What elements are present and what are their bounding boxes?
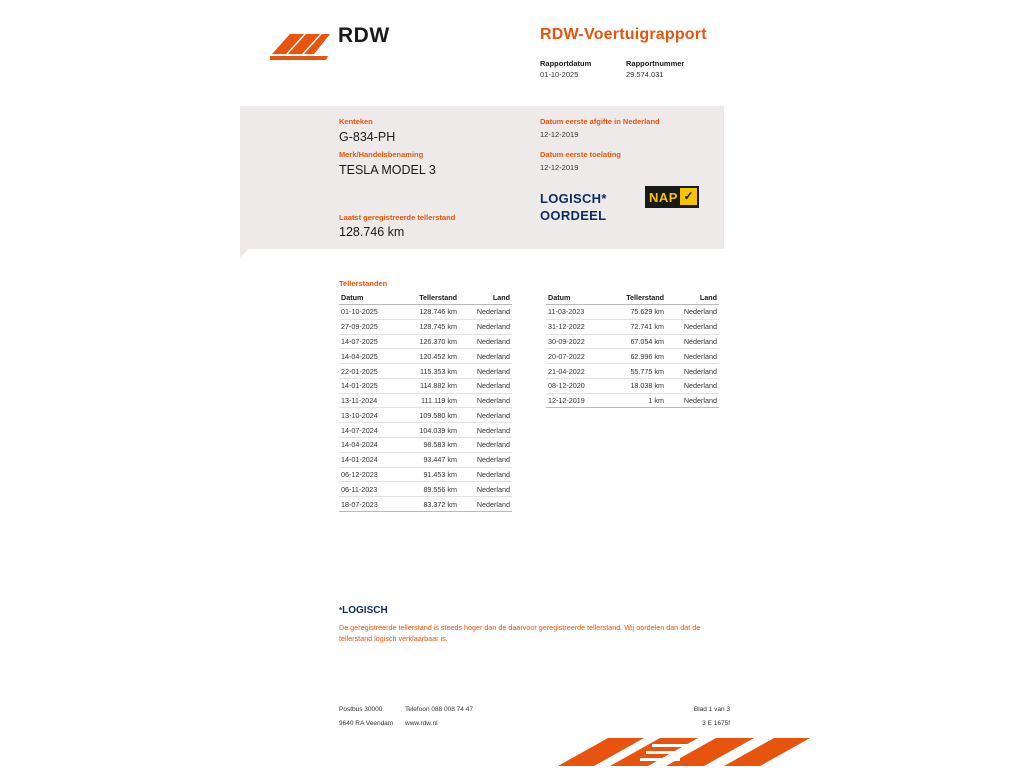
table-row [339,364,512,379]
cell-datum: 22-01-2025 [339,364,397,379]
cell-tellerstand: 111.119 km [397,393,459,408]
meta-report-date-label: Rapportdatum [540,59,592,68]
cell-land: Nederland [459,497,512,512]
cell-land: Nederland [666,305,719,320]
table-row [546,334,719,349]
cell-land: Nederland [459,305,512,320]
cell-datum: 06-12-2023 [339,467,397,482]
footer-form-code: 3 E 1675f [702,720,730,727]
cell-tellerstand: 83.372 km [397,497,459,512]
cell-tellerstand: 115.353 km [397,364,459,379]
table-row [546,349,719,364]
check-icon: ✓ [680,188,697,205]
cell-tellerstand: 67.054 km [604,334,666,349]
footer-website[interactable]: www.rdw.nl [405,720,438,727]
cell-datum: 13-11-2024 [339,393,397,408]
footer-phone: Telefoon 088 008 74 47 [405,706,473,713]
footer-address-line-1: Postbus 30000 [339,706,383,713]
cell-land: Nederland [666,334,719,349]
eerste-toelating-label: Datum eerste toelating [540,150,621,159]
cell-datum: 11-03-2023 [546,305,604,320]
cell-datum: 27-09-2025 [339,319,397,334]
panel-corner-notch [240,249,249,258]
cell-datum: 21-04-2022 [546,364,604,379]
cell-land: Nederland [459,452,512,467]
cell-tellerstand: 55.775 km [604,364,666,379]
cell-datum: 12-12-2019 [546,393,604,408]
brand-title: RDW [338,24,390,47]
cell-datum: 14-01-2025 [339,378,397,393]
cell-tellerstand: 109.580 km [397,408,459,423]
col-header-datum: Datum [339,292,397,305]
cell-land: Nederland [666,393,719,408]
kenteken-value: G-834-PH [339,130,396,144]
cell-land: Nederland [666,319,719,334]
footnote-body: De geregistreerde tellerstand is steeds hoger dan de daarvoor geregistreerde tellerstand. Wij oordelen dan dat de tellerstand logisch verklaarbaar is. [339,623,701,643]
table-row [546,393,719,408]
meta-report-date-value: 01-10-2025 [540,70,579,79]
meta-report-number-value: 29.574.031 [626,70,664,79]
cell-land: Nederland [459,364,512,379]
cell-datum: 31-12-2022 [546,319,604,334]
cell-datum: 18-07-2023 [339,497,397,512]
col-header-land: Land [459,292,512,305]
tellerstand-value: 128.746 km [339,225,405,239]
table-row [546,305,719,320]
cell-land: Nederland [666,378,719,393]
cell-datum: 06-11-2023 [339,482,397,497]
verdict-line-2: OORDEEL [540,208,607,223]
odometer-table-left-body [339,305,512,512]
cell-land: Nederland [666,364,719,379]
cell-tellerstand: 1 km [604,393,666,408]
cell-tellerstand: 91.453 km [397,467,459,482]
cell-tellerstand: 114.882 km [397,378,459,393]
odometer-table-right-body [546,305,719,408]
cell-tellerstand: 93.447 km [397,452,459,467]
report-meta [540,58,688,81]
footer-address [339,703,393,731]
cell-tellerstand: 128.746 km [397,305,459,320]
table-row [339,349,512,364]
cell-datum: 14-01-2024 [339,452,397,467]
vehicle-summary-panel [240,106,724,249]
footnote-star: * [339,606,343,615]
cell-land: Nederland [459,482,512,497]
merk-label: Merk/Handelsbenaming [339,150,424,159]
cell-land: Nederland [459,438,512,453]
footer-page-number: Blad 1 van 3 [693,706,730,713]
cell-datum: 14-07-2025 [339,334,397,349]
cell-land: Nederland [459,378,512,393]
cell-land: Nederland [459,467,512,482]
odometer-table-right [546,292,719,408]
eerste-afgifte-label: Datum eerste afgifte in Nederland [540,117,660,126]
cell-datum: 14-04-2024 [339,438,397,453]
cell-datum: 20-07-2022 [546,349,604,364]
footer-address-line-2: 9640 RA Veendam [339,720,394,727]
table-row [339,467,512,482]
table-row [339,305,512,320]
meta-report-number-label: Rapportnummer [626,59,685,68]
table-row [546,364,719,379]
rdw-logo-icon [270,28,332,62]
footnote-title-text: LOGISCH [342,605,388,616]
eerste-toelating-value: 12-12-2019 [540,163,579,172]
table-row [339,497,512,512]
cell-tellerstand: 89.556 km [397,482,459,497]
table-row [546,319,719,334]
table-row [339,393,512,408]
cell-datum: 13-10-2024 [339,408,397,423]
cell-tellerstand: 128.745 km [397,319,459,334]
cell-tellerstand: 72.741 km [604,319,666,334]
footer-contact [405,703,473,731]
cell-tellerstand: 126.370 km [397,334,459,349]
cell-tellerstand: 75.629 km [604,305,666,320]
cell-datum: 30-09-2022 [546,334,604,349]
footer-page-info [660,703,730,731]
table-title: Tellerstanden [339,279,388,288]
odometer-table-left [339,292,512,512]
cell-land: Nederland [666,349,719,364]
table-row [339,408,512,423]
meta-report-date [540,58,602,81]
meta-report-number [626,58,688,81]
verdict-line-1: LOGISCH* [540,191,607,206]
table-row [339,319,512,334]
tellerstand-label: Laatst geregistreerde tellerstand [339,213,456,222]
cell-land: Nederland [459,393,512,408]
table-row [339,452,512,467]
table-row [339,334,512,349]
cell-tellerstand: 98.583 km [397,438,459,453]
cell-datum: 08-12-2020 [546,378,604,393]
cell-tellerstand: 62.996 km [604,349,666,364]
nap-badge [645,186,699,208]
table-row [546,378,719,393]
cell-land: Nederland [459,423,512,438]
col-header-land: Land [666,292,719,305]
table-header-row [339,292,512,305]
cell-land: Nederland [459,349,512,364]
verdict-block [540,190,607,224]
cell-tellerstand: 120.452 km [397,349,459,364]
footnote-title [339,605,388,616]
cell-datum: 01-10-2025 [339,305,397,320]
rdw-footer-graphic-icon [548,736,828,768]
cell-datum: 14-04-2025 [339,349,397,364]
col-header-tellerstand: Tellerstand [397,292,459,305]
table-row [339,482,512,497]
cell-tellerstand: 18.038 km [604,378,666,393]
page-title: RDW-Voertuigrapport [540,26,707,43]
nap-label: NAP [649,189,678,205]
merk-value: TESLA MODEL 3 [339,163,436,177]
eerste-afgifte-value: 12-12-2019 [540,130,579,139]
cell-land: Nederland [459,334,512,349]
col-header-datum: Datum [546,292,604,305]
table-row [339,423,512,438]
cell-land: Nederland [459,408,512,423]
table-row [339,378,512,393]
col-header-tellerstand: Tellerstand [604,292,666,305]
cell-tellerstand: 104.039 km [397,423,459,438]
kenteken-label: Kenteken [339,117,373,126]
table-header-row [546,292,719,305]
cell-datum: 14-07-2024 [339,423,397,438]
cell-land: Nederland [459,319,512,334]
table-row [339,438,512,453]
